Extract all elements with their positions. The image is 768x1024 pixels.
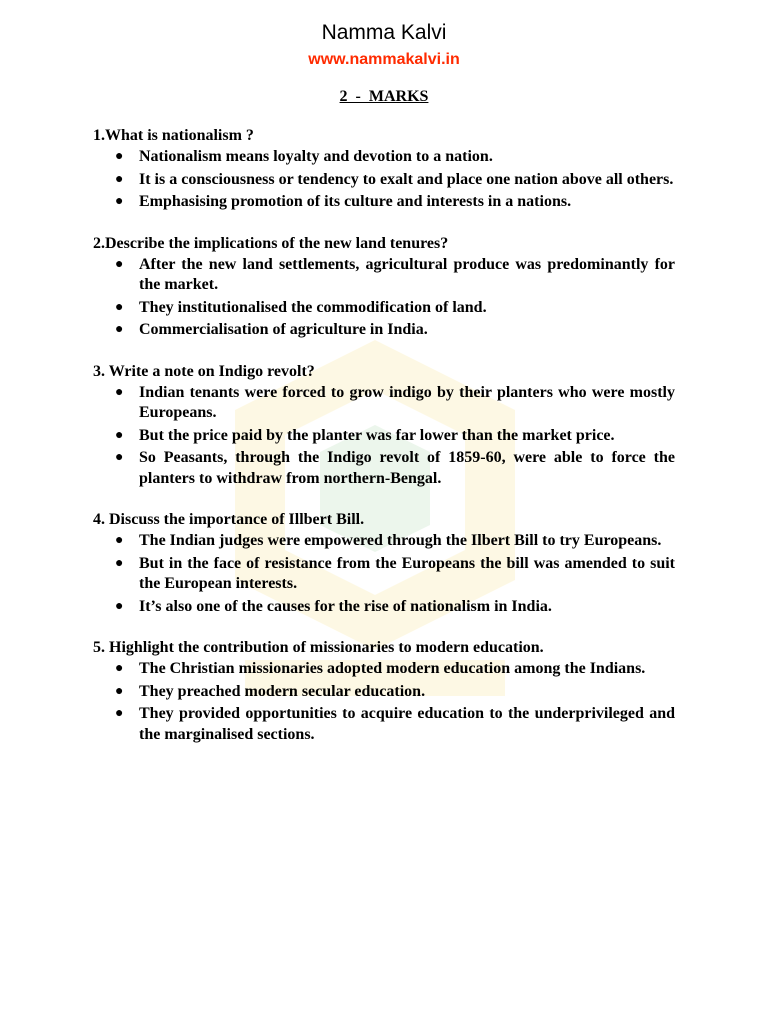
bullet-icon: ● bbox=[115, 149, 124, 164]
bullet-icon: ● bbox=[115, 384, 124, 400]
answer-item: ● After the new land settlements, agricultural produce was predominantly for the market. bbox=[115, 255, 675, 293]
answer-item: ● So Peasants, through the Indigo revolt of 1859-60, were able to force the planters to withdraw from northern-Bengal. bbox=[115, 449, 675, 487]
bullet-icon: ● bbox=[115, 194, 124, 209]
question-5 bbox=[93, 638, 675, 745]
question-title: 5. Highlight the contribution of missionaries to modern education. bbox=[93, 639, 544, 656]
answer-list bbox=[93, 147, 675, 213]
bullet-icon: ● bbox=[115, 683, 124, 699]
site-url-link[interactable]: www.nammakalvi.in bbox=[308, 51, 460, 68]
bullet-icon: ● bbox=[115, 171, 124, 187]
bullet-icon: ● bbox=[115, 598, 124, 614]
bullet-icon: ● bbox=[115, 322, 124, 337]
questions-list bbox=[93, 126, 675, 766]
section-heading: 2 - MARKS bbox=[339, 88, 429, 105]
question-3 bbox=[93, 362, 675, 490]
answer-item: ● Nationalism means loyalty and devotion to a nation. bbox=[93, 147, 675, 168]
answer-item: ● It’s also one of the causes for the rise of nationalism in India. bbox=[93, 597, 675, 618]
bullet-icon: ● bbox=[115, 256, 124, 272]
question-title: 4. Discuss the importance of Illbert Bill. bbox=[93, 511, 365, 528]
bullet-icon: ● bbox=[115, 533, 124, 548]
answer-list bbox=[93, 383, 675, 490]
answer-item: ● The Indian judges were empowered through the Ilbert Bill to try Europeans. bbox=[93, 531, 675, 552]
site-title: Namma Kalvi bbox=[321, 21, 447, 44]
bullet-icon: ● bbox=[115, 450, 124, 465]
answer-item: ● They institutionalised the commodification of land. bbox=[93, 298, 675, 319]
question-2 bbox=[93, 234, 675, 341]
bullet-icon: ● bbox=[115, 706, 124, 721]
answer-item: ● Emphasising promotion of its culture and interests in a nations. bbox=[93, 192, 675, 213]
bullet-icon: ● bbox=[115, 427, 124, 443]
answer-item: ● It is a consciousness or tendency to exalt and place one nation above all others. bbox=[93, 170, 675, 191]
answer-item: ● But the price paid by the planter was far lower than the market price. bbox=[93, 426, 675, 447]
answer-item: ● But in the face of resistance from the Europeans the bill was amended to suit the European interests. bbox=[115, 554, 675, 592]
answer-list bbox=[93, 531, 675, 617]
answer-item: ● The Christian missionaries adopted modern education among the Indians. bbox=[93, 659, 675, 680]
question-4 bbox=[93, 510, 675, 617]
bullet-icon: ● bbox=[115, 661, 124, 676]
answer-item: ● They preached modern secular education. bbox=[93, 682, 675, 703]
question-title: 3. Write a note on Indigo revolt? bbox=[93, 362, 315, 380]
answer-list bbox=[93, 255, 675, 341]
question-1 bbox=[93, 126, 675, 213]
question-title: 2.Describe the implications of the new land tenures? bbox=[93, 234, 449, 252]
answer-item: ● Commercialisation of agriculture in India. bbox=[93, 320, 675, 341]
bullet-icon: ● bbox=[115, 555, 124, 571]
answer-list bbox=[93, 659, 675, 745]
question-title: 1.What is nationalism ? bbox=[93, 127, 254, 144]
answer-item: ● Indian tenants were forced to grow indigo by their planters who were mostly Europeans. bbox=[115, 383, 675, 421]
bullet-icon: ● bbox=[115, 299, 124, 315]
answer-item: ● They provided opportunities to acquire education to the underprivileged and the marginalised sections. bbox=[115, 705, 675, 743]
